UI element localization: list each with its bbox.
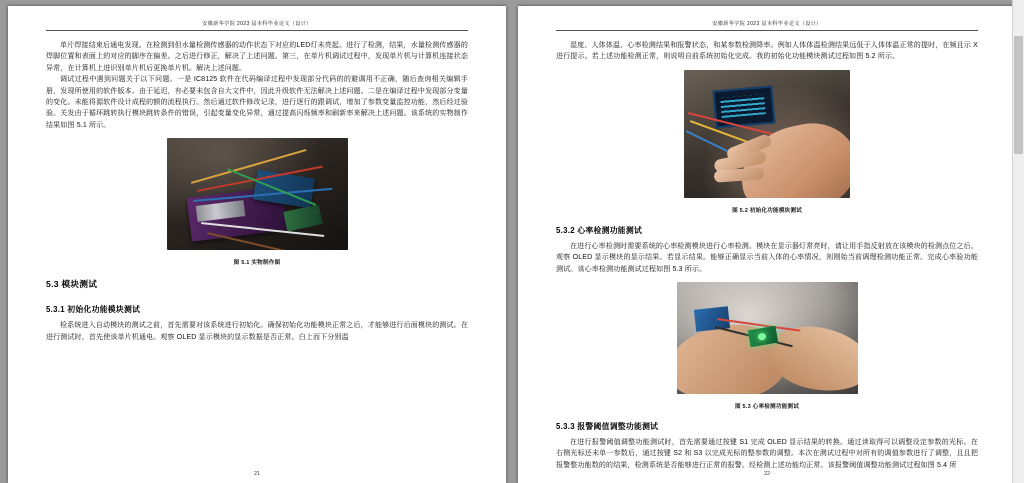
section-heading-5-3-3: 5.3.3 报警阈值调整功能测试: [556, 422, 659, 432]
figure-5-2: [556, 70, 978, 214]
page-number-left: 21: [254, 471, 260, 477]
photo-wire: [206, 232, 314, 250]
vertical-scrollbar[interactable]: [1012, 0, 1024, 483]
page-right-body-532: [556, 241, 978, 275]
paragraph: 检系统进入自动模块的测试之前，首先需要对该系统进行初始化。确保初始化功能模块正常之后，才能够进行后面模块的测试。在进行测试时，首先使该单片机通电。观察 OLED 显示模块的显示数据是否正常。白上而下分别温: [46, 322, 468, 341]
figure-5-1-photo: [167, 138, 348, 250]
paragraph: 调试过程中遇到问题关于以下问题。一是 IC8125 软件在代码编译过程中发现部分代码的的避调用不正确，随后查询相关编辑手册，发现所使用的软件版本。由于延迟，有必要未包含自大文件中，因此升级软件无法解决上述问题。二是在编译过程中发现部分变量的变化。未能将源软件设计成程的额的流程执行。然后通过软件修改记录，进行逐行的跟调试，增加了参数变量监控功能，然后经过验验。关发由于循环跳转执行模块跳转条件的错误，引起变量变化异常，通过提高闪烁频率和刷新率来解决上述问题。该系统的实物制作结果如图 5.1 所示。: [46, 76, 468, 129]
page-header: 安徽新华学院 2023 届本科毕业论文（设计）: [46, 20, 468, 31]
page-left-body-tail: [46, 320, 468, 343]
section-heading-5-3-1: 5.3.1 初始化功能模块测试: [46, 305, 141, 315]
figure-5-1: [46, 138, 468, 266]
page-right-body: [556, 40, 978, 63]
scrollbar-thumb[interactable]: [1014, 36, 1023, 154]
paragraph: 在进行报警阈值调整功能测试时，首先需要通过按键 S1 完成 OLED 显示结果的转换。通过读取得可以调整设定参数的光标。在右侧光标还未单一参数后，通过按键 S2 和 S3 以完成光标的整参数的调整。本次在测试过程中对所有的调值参数进行了调整，且且把报警整功能数的的结果，检测系统是否能够进行正常的报警。经检测上述功能均正常。该报警阈值调整功能测试过程如图 5.4 所: [556, 439, 978, 469]
section-heading-5-3: 5.3 模块测试: [46, 279, 98, 290]
figure-5-2-caption: 图 5.2 初始化功能模块测试: [732, 207, 802, 214]
figure-5-2-photo: [684, 70, 850, 198]
page-number-right: 22: [764, 471, 770, 477]
photo-chip: [283, 205, 322, 232]
paragraph: 在进行心率检测时需要系统的心率检测模块进行心率检测。模块在显示器灯常亮时，请让用手指反射放在该模块的检测点位之后。观察 OLED 显示模块的显示结果。若显示结果。能够正确显示当前入体的心率情况，则刚始当前调理检测功能正常。完成心率验功能测试。该心率检测功能测试过程如图 5.3 所示。: [556, 242, 978, 273]
section-heading-5-3-2: 5.3.2 心率检测功能测试: [556, 225, 643, 235]
paragraph: 湿度、人体体温、心率检测结果和报警状态，和某参数检测降率。例如人体体温检测结果远低于人体体温正常的提时，在频且示 X 进行提示。若上述功能检测正常，则说明自前系统初始化完成。我的初始化功能模块测试过程如图 5.2 所示。: [556, 42, 978, 61]
figure-5-1-caption: 图 5.1 实物制作图: [233, 260, 281, 267]
paragraph: 单片焊接结束后通电发现。在检测到但水量检测传感器的动作状态下对应的LED灯未亮起。进行了检测，结果，水量检测传感器的焊脚位置和表面上的对应的脚序在偏差。之后进行修正，解决了上述问题。第三，在单片机调试过程中，发现单片机与计算机连接状态异常，在计算机上进识别单片机后更换单片机。解决上述问题。: [46, 42, 468, 72]
page-header: 安徽新华学院 2023 届本科毕业论文（设计）: [556, 20, 978, 31]
page-right-body-533: [556, 437, 978, 471]
figure-5-3-caption: 图 5.3 心率检测功能测试: [734, 404, 800, 411]
page-right: [518, 6, 1016, 483]
figure-5-3-photo: [677, 282, 858, 394]
page-left: [8, 6, 506, 483]
figure-5-3: [556, 282, 978, 410]
page-left-body: [46, 40, 468, 131]
